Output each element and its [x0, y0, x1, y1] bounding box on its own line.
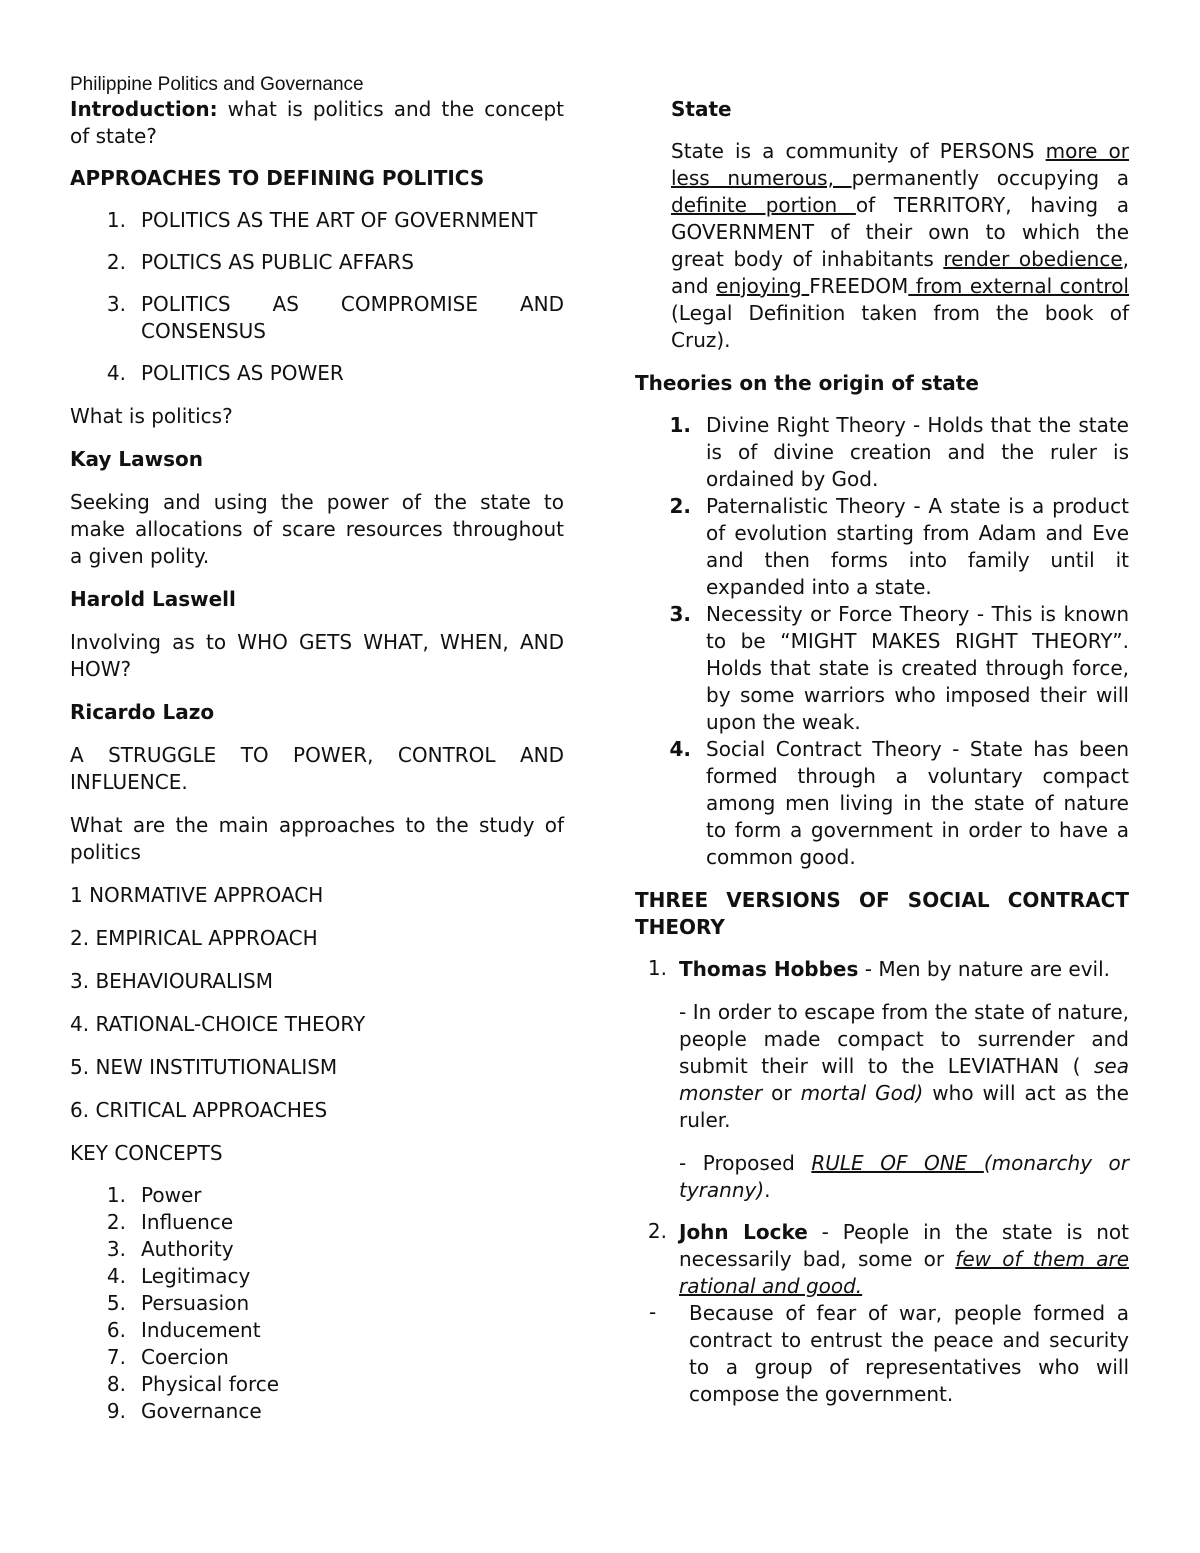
locke-bullet: - Because of fear of war, people formed a contract to entrust the peace and security to a group of representatives who will compose the government.	[649, 1300, 1129, 1406]
locke-item: 2. John Locke - People in the state is not necessarily bad, some or few of them are rational and good.	[647, 1219, 1129, 1298]
hobbes-item: 1. Thomas Hobbes - Men by nature are evil. - In order to escape from the state of nature, people made compact to surrender and submit their will to the LEVIATHAN ( sea monster or mortal God) who will act as the ruler. - Proposed RULE OF ONE (monarchy or tyranny).	[647, 956, 1130, 1202]
introduction-text: what is politics and the concept of state?	[70, 97, 564, 148]
main-approaches-question: What are the main approaches to the study of politics	[70, 813, 564, 864]
hobbes-summary: Thomas Hobbes - Men by nature are evil.	[679, 957, 1111, 981]
locke-name: John Locke	[679, 1220, 808, 1244]
list-item: 1. Divine Right Theory - Holds that the state is of divine creation and the ruler is ordained by God.	[669, 413, 1129, 491]
what-is-politics: What is politics?	[70, 404, 233, 428]
list-item: 3. POLITICS AS COMPROMISE AND CONSENSUS	[106, 292, 564, 343]
kay-lawson-heading: Kay Lawson	[70, 447, 203, 471]
right-column	[635, 96, 1129, 1408]
approaches-heading: APPROACHES TO DEFINING POLITICS	[70, 166, 485, 190]
list-item: 4. RATIONAL-CHOICE THEORY	[70, 1012, 366, 1036]
list-item: 2. Paternalistic Theory - A state is a product of evolution starting from Adam and Eve and then forms into family until it expanded into a state.	[669, 494, 1129, 599]
key-concepts-list	[70, 1182, 564, 1425]
list-item: 1. Power	[106, 1183, 202, 1207]
list-item: 4. POLITICS AS POWER	[106, 361, 344, 385]
ricardo-lazo-heading: Ricardo Lazo	[70, 700, 215, 724]
state-definition: State is a community of PERSONS more or less numerous, permanently occupying a definite portion of TERRITORY, having a GOVERNMENT of their own to which the great body of inhabitants render obedience, and enjoying FREEDOM from external control (Legal Definition taken from the book of Cruz).	[671, 139, 1130, 352]
list-item: 5. Persuasion	[106, 1291, 250, 1315]
list-item: 4. Legitimacy	[106, 1264, 251, 1288]
theories-list	[635, 412, 1129, 871]
kay-lawson-definition: Seeking and using the power of the state to make allocations of scare resources throughout a given polity.	[70, 490, 564, 568]
list-item: 8. Physical force	[106, 1372, 280, 1396]
ricardo-lazo-definition: A STRUGGLE TO POWER, CONTROL AND INFLUENCE.	[70, 743, 564, 794]
list-item: 3. Necessity or Force Theory - This is known to be “MIGHT MAKES RIGHT THEORY”. Holds that state is created through force, by some warriors who imposed their will upon the weak.	[669, 602, 1129, 734]
introduction-label: Introduction:	[70, 97, 218, 121]
three-versions-heading: THREE VERSIONS OF SOCIAL CONTRACT THEORY	[635, 888, 1129, 939]
document-title: Philippine Politics and Governance	[70, 74, 364, 95]
list-item: 1 NORMATIVE APPROACH	[70, 883, 324, 907]
list-item: 3. Authority	[106, 1237, 234, 1261]
hobbes-name: Thomas Hobbes	[679, 957, 859, 981]
harold-laswell-heading: Harold Laswell	[70, 587, 236, 611]
left-column	[70, 74, 564, 1425]
locke-summary: John Locke - People in the state is not necessarily bad, some or few of them are rational and good.	[679, 1220, 1129, 1298]
approaches-list	[70, 207, 564, 387]
list-item: 2. EMPIRICAL APPROACH	[70, 926, 318, 950]
main-approaches-list	[70, 882, 564, 1124]
list-item: 1. POLITICS AS THE ART OF GOVERNMENT	[106, 208, 538, 232]
key-concepts-heading: KEY CONCEPTS	[70, 1141, 223, 1165]
hobbes-rule-paragraph: - Proposed RULE OF ONE (monarchy or tyranny).	[679, 1151, 1130, 1202]
list-item: 6. Inducement	[106, 1318, 261, 1342]
list-item: 6. CRITICAL APPROACHES	[70, 1098, 328, 1122]
introduction-paragraph	[70, 96, 564, 150]
list-item: 2. Influence	[106, 1210, 234, 1234]
state-heading: State	[671, 97, 732, 121]
list-item: 4. Social Contract Theory - State has been formed through a voluntary compact among men living in the state of nature to form a government in order to have a common good.	[669, 737, 1129, 869]
list-item: 5. NEW INSTITUTIONALISM	[70, 1055, 338, 1079]
theories-heading: Theories on the origin of state	[635, 371, 979, 395]
harold-laswell-definition: Involving as to WHO GETS WHAT, WHEN, AND HOW?	[70, 630, 564, 681]
list-item: 7. Coercion	[106, 1345, 229, 1369]
list-item: 2. POLTICS AS PUBLIC AFFARS	[106, 250, 414, 274]
list-item: 3. BEHAVIOURALISM	[70, 969, 273, 993]
list-item: 9. Governance	[106, 1399, 262, 1423]
hobbes-leviathan-paragraph: - In order to escape from the state of nature, people made compact to surrender and submit their will to the LEVIATHAN ( sea monster or mortal God) who will act as the ruler.	[679, 1000, 1129, 1132]
